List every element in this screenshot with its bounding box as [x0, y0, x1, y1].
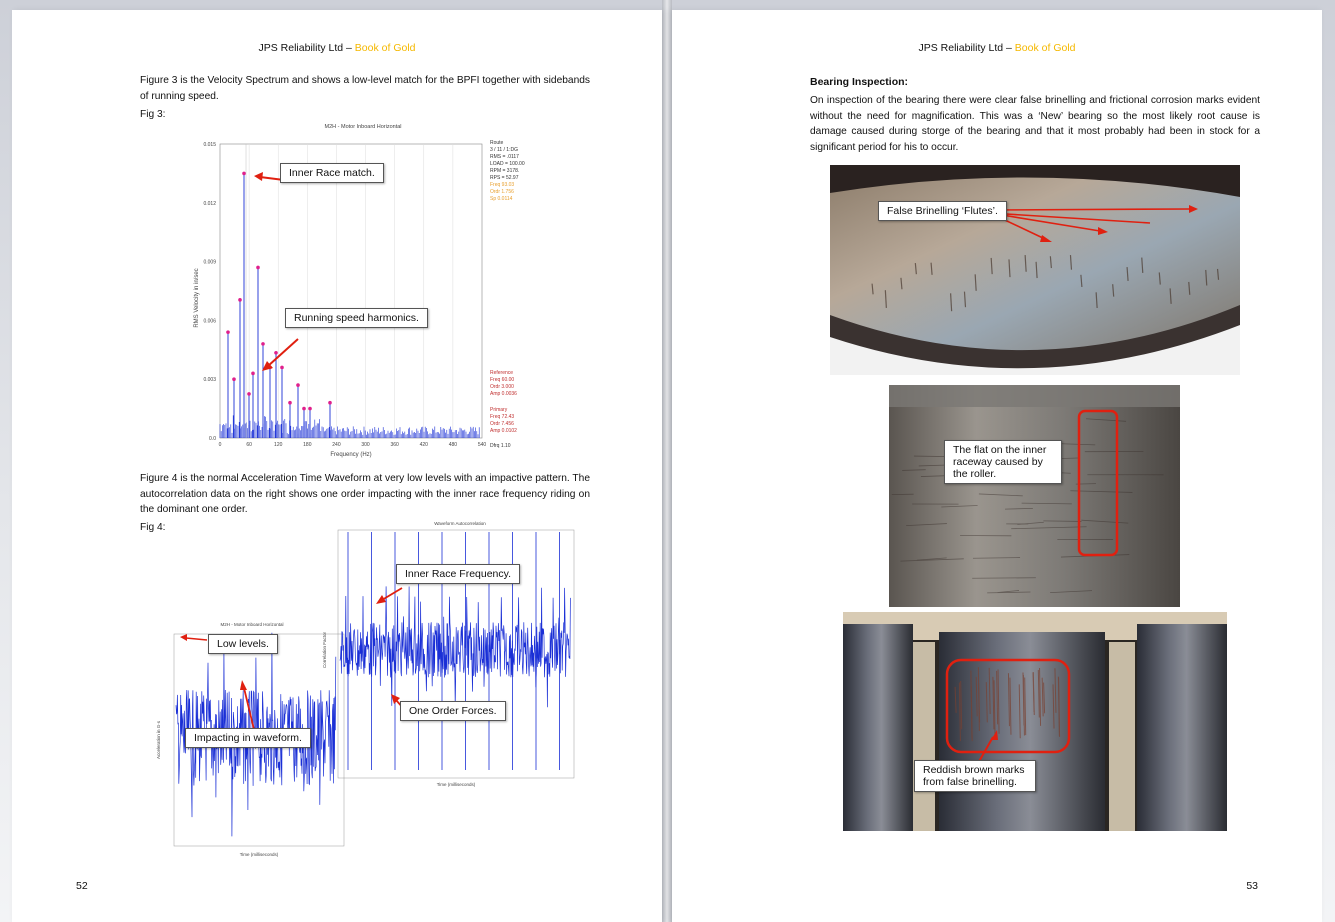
fig3-plot-frame: [220, 144, 482, 438]
running-header-right: [672, 42, 1322, 54]
fig3-peak-marker: [238, 298, 242, 302]
side-info-orange-1: Ordr 1.756: [490, 189, 514, 195]
page-number-right: 53: [1246, 880, 1258, 892]
fig3-x-tick-label: 120: [274, 442, 283, 448]
fig3-x-tick-label: 420: [419, 442, 428, 448]
side-info-red2-0: Primary: [490, 407, 508, 413]
running-header-left: [12, 42, 662, 54]
callout-running-speed-harmonics: Running speed harmonics.: [285, 308, 428, 328]
book-gutter: [662, 0, 672, 922]
fig3-x-tick-label: 360: [390, 442, 399, 448]
fig3-x-tick-label: 480: [448, 442, 458, 448]
fig3-gridlines: [249, 144, 453, 438]
callout-inner-raceway-flat: [944, 440, 1062, 484]
fig3-peak-marker: [232, 377, 236, 381]
inner-race-frequency-arrow: [382, 588, 402, 600]
side-info-red1-3: Amp 0.0036: [490, 391, 517, 397]
side-info-dark-0: Route: [490, 140, 504, 146]
fig3-peak-marker: [308, 407, 312, 411]
fig3-title: M2H - Motor Inboard Horizontal: [324, 124, 402, 130]
header-book-title: Book of Gold: [1014, 42, 1076, 54]
fig3-y-tick-label: 0.015: [203, 142, 216, 148]
fig3-peak-marker: [256, 266, 260, 270]
fig3-xlabel: Frequency (Hz): [330, 452, 372, 458]
paragraph-fig4-intro: Figure 4 is the normal Acceleration Time Waveform at very low levels with an impactive pattern. The autocorrelation data on the right shows one order impacting with the inner race frequency riding on the dominant one order.: [140, 473, 590, 515]
fig3-peak-marker: [328, 401, 332, 405]
fig3-x-tick-label: 180: [303, 442, 312, 448]
fig4-right-ylabel: Correlation Factor: [322, 631, 327, 669]
side-info-orange-0: Freq 93.03: [490, 182, 515, 188]
fig3-x-tick-label: 60: [246, 442, 252, 448]
callout-inner-race-frequency: Inner Race Frequency.: [396, 564, 520, 584]
fig3-x-tick-label: 540: [477, 442, 487, 448]
header-company: JPS Reliability Ltd –: [258, 42, 355, 54]
photo3-image: [843, 612, 1227, 831]
side-info-red2-1: Freq 72.43: [490, 414, 515, 420]
fig3-y-tick-label: 0.0: [209, 436, 216, 442]
fig3-peak-marker: [296, 383, 300, 387]
callout-reddish-brown-marks: [914, 760, 1036, 792]
fig4-right-xlabel: Time (milliseconds): [436, 782, 476, 787]
photo-rollers-reddish-marks: [843, 612, 1227, 831]
callout2-line-3: the roller.: [953, 468, 997, 480]
fig3-peak-marker: [226, 330, 230, 334]
left-page: [12, 10, 662, 922]
callout-impacting-in-waveform: Impacting in waveform.: [185, 728, 311, 748]
page-number-left: 52: [76, 880, 88, 892]
fig3-x-tick-label: 240: [332, 442, 341, 448]
low-levels-arrowhead: [180, 634, 187, 641]
side-info-red1-2: Ordr 3.000: [490, 384, 514, 390]
inner-race-frequency-arrowhead: [376, 595, 386, 604]
side-info-red2-3: Amp 0.0102: [490, 428, 517, 434]
photo-inner-raceway-flat: [889, 385, 1180, 607]
fig3-side-info: [490, 140, 525, 449]
side-info-dark-5: RPS = 52.97: [490, 175, 519, 181]
fig3-peak-marker: [251, 372, 255, 376]
photo2-image: [889, 385, 1180, 607]
callout-inner-race-match: Inner Race match.: [280, 163, 384, 183]
fig3-inner-race-arrowhead: [254, 172, 263, 181]
fig3-ylabel: RMS Velocity in in/sec: [194, 268, 200, 328]
fig3-label: Fig 3:: [140, 109, 166, 120]
fig4-left-title: M2H - Motor Inboard Horizontal: [220, 622, 284, 627]
fig3-peak-marker: [242, 172, 246, 176]
fig3-peak-marker: [274, 351, 278, 355]
fig3-x-ticks: [219, 442, 487, 448]
fig3-x-tick-label: 300: [361, 442, 370, 448]
fig3-peak-marker: [247, 392, 251, 396]
fig3-y-ticks: [203, 142, 216, 442]
side-info-bottom: Dfrq 1.10: [490, 443, 511, 449]
impacting-arrowhead: [240, 680, 247, 690]
fig3-x-tick-label: 0: [218, 442, 222, 448]
callout-low-levels: Low levels.: [208, 634, 278, 654]
side-info-dark-2: RMS = .0117: [490, 154, 519, 160]
header-book-title: Book of Gold: [354, 42, 416, 54]
fig3-running-speed-arrow: [268, 339, 298, 366]
side-info-orange-2: Sp 0.0114: [490, 196, 513, 202]
low-levels-arrow: [186, 638, 207, 640]
side-info-dark-1: 3 / 11 / 1:DG: [490, 147, 518, 153]
autocorrelation-chart: [320, 520, 620, 790]
fig3-peak-marker: [288, 401, 292, 405]
paragraph-bearing-inspection: On inspection of the bearing there were clear false brinelling and frictional corrosion marks evident without the need for magnification. This was a ‘New’ bearing so the most likely root cause is damage caused during storge of the bearing and that it most probably had been in stock for a significant period for his to occur.: [810, 95, 1260, 153]
fig3-y-tick-label: 0.006: [203, 318, 216, 325]
fig3-peak-marker: [261, 342, 265, 346]
side-info-dark-3: LOAD = 100.00: [490, 161, 525, 167]
fig4-right-title: Waveform Autocorrelation: [434, 521, 486, 526]
callout-false-brinelling-flutes: False Brinelling ‘Flutes’.: [878, 201, 1007, 221]
photo1-image: [830, 165, 1240, 375]
callout3-line-2: from false brinelling.: [923, 776, 1017, 788]
fig3-markers: [226, 172, 332, 411]
side-info-red1-0: Reference: [490, 370, 514, 376]
fig3-y-tick-label: 0.012: [203, 200, 216, 207]
fig4-label: Fig 4:: [140, 522, 166, 533]
callout3-line-1: Reddish brown marks: [923, 764, 1025, 776]
fig3-peak-marker: [302, 407, 306, 411]
fig3-y-tick-label: 0.003: [203, 377, 216, 384]
side-info-red1-1: Freq 60.00: [490, 377, 515, 383]
fig3-y-tick-label: 0.009: [203, 259, 216, 266]
fig3-peak-marker: [280, 366, 284, 370]
callout-one-order-forces: One Order Forces.: [400, 701, 506, 721]
section-title-bearing-inspection: Bearing Inspection:: [810, 76, 909, 88]
fig3-spectrum-lines: [220, 144, 479, 438]
callout2-line-2: raceway caused by: [953, 456, 1043, 468]
paragraph-fig3-intro: Figure 3 is the Velocity Spectrum and shows a low-level match for the BPFI together with sidebands of running speed.: [140, 75, 590, 102]
header-company: JPS Reliability Ltd –: [918, 42, 1015, 54]
side-info-dark-4: RPM = 3178.: [490, 168, 520, 174]
fig4-left-ylabel: Acceleration in G-s: [156, 720, 161, 760]
side-info-red2-2: Ordr 7.456: [490, 421, 514, 427]
callout2-line-1: The flat on the inner: [953, 444, 1047, 456]
fig4-left-xlabel: Time (milliseconds): [239, 852, 279, 857]
right-page: [672, 10, 1322, 922]
photo-false-brinelling-flutes: [830, 165, 1240, 375]
